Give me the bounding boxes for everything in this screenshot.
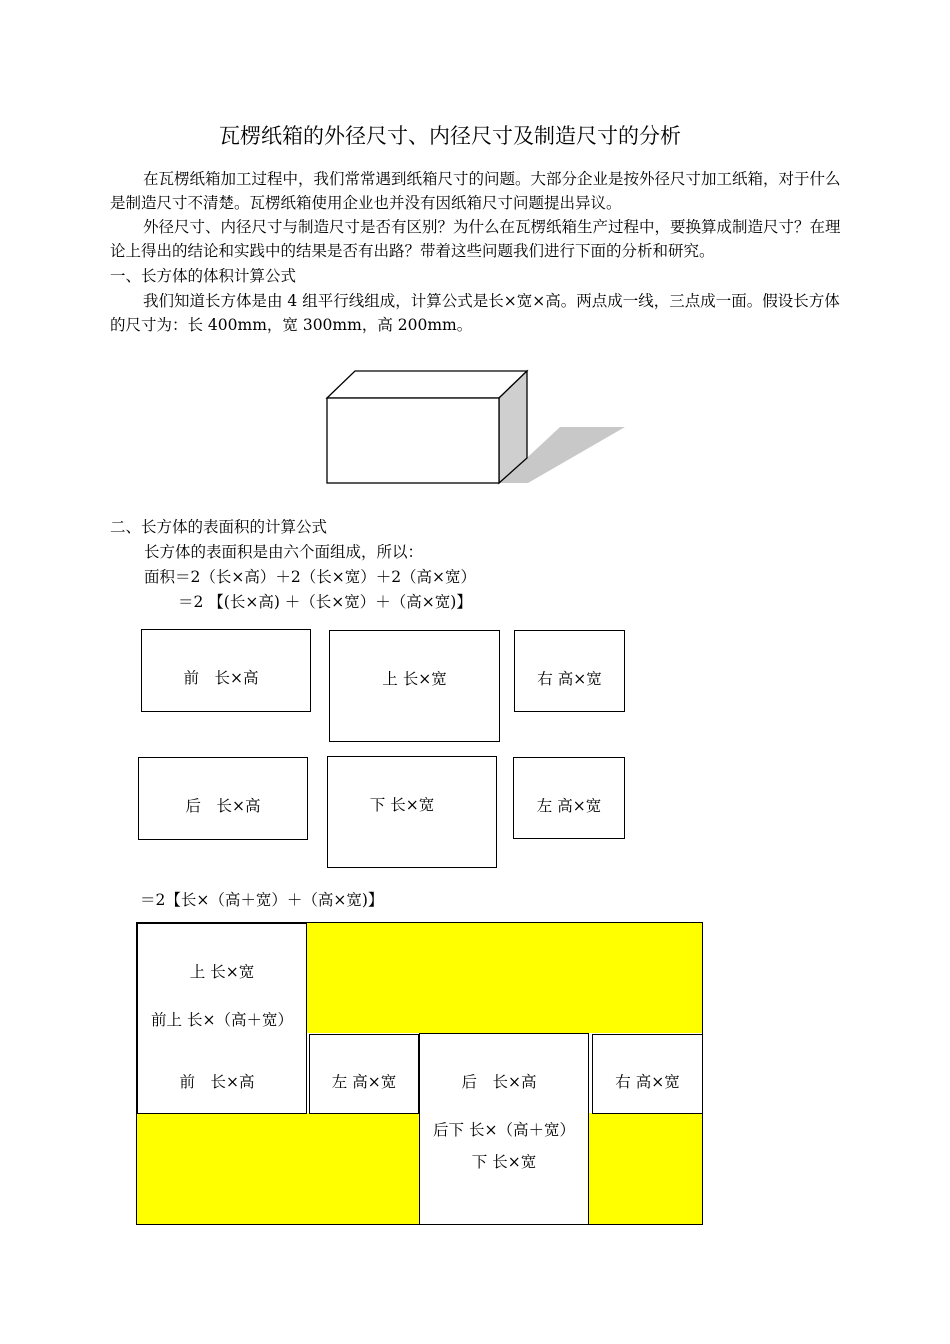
layout-left-panel xyxy=(309,1034,419,1114)
face-back-label: 后 长×高 xyxy=(185,797,261,815)
intro-paragraph-1: 在瓦楞纸箱加工过程中，我们常常遇到纸箱尺寸的问题。大部分企业是按外径尺寸加工纸箱，对于什么是制造尺寸不清楚。瓦楞纸箱使用企业也并没有因纸箱尺寸问题提出异议。 xyxy=(110,170,841,212)
unfolded-box-diagram xyxy=(136,922,703,1225)
section2-formula-line: 面积＝2（长×高）＋2（长×宽）＋2（高×宽） xyxy=(144,568,477,586)
layout-back-label: 后 长×高 xyxy=(461,1073,537,1091)
layout-top-label: 上 长×宽 xyxy=(189,963,255,981)
face-top-box xyxy=(329,630,500,742)
face-bottom-box xyxy=(327,756,497,868)
cuboid-top-face xyxy=(327,371,527,398)
layout-front-top-label: 前上 长×（高＋宽） xyxy=(151,1011,293,1029)
layout-back-panel xyxy=(419,1033,589,1225)
cuboid-front-face xyxy=(327,398,499,483)
layout-bottom-label: 下 长×宽 xyxy=(471,1153,537,1171)
face-bottom-label: 下 长×宽 xyxy=(369,796,435,814)
face-left-label: 左 高×宽 xyxy=(536,797,602,815)
face-left-box xyxy=(513,757,625,839)
face-front-label: 前 长×高 xyxy=(183,669,259,687)
section2-heading: 二、长方体的表面积的计算公式 xyxy=(110,518,328,536)
section2-formula-2: ＝2【长×（高＋宽）＋（高×宽)】 xyxy=(140,891,384,909)
face-top-label: 上 长×宽 xyxy=(382,670,447,688)
layout-left-label: 左 高×宽 xyxy=(331,1073,397,1091)
layout-front-panel xyxy=(137,923,307,1114)
section1-body: 我们知道长方体是由 4 组平行线组成，计算公式是长×宽×高。两点成一线，三点成一面。假设长方体的尺寸为：长 400mm，宽 300mm，高 200mm。 xyxy=(110,292,840,334)
section2-line1: 长方体的表面积是由六个面组成，所以： xyxy=(144,543,424,561)
face-back-box xyxy=(138,757,308,840)
face-right-label: 右 高×宽 xyxy=(537,670,602,688)
section2-formula-line2: ＝2 【(长×高) ＋（长×宽）＋（高×宽)】 xyxy=(178,593,472,611)
face-front-box xyxy=(141,629,311,712)
section1-heading: 一、长方体的体积计算公式 xyxy=(110,267,297,285)
page-title: 瓦楞纸箱的外径尺寸、内径尺寸及制造尺寸的分析 xyxy=(219,124,681,148)
layout-right-panel xyxy=(592,1034,703,1114)
intro-paragraph-2: 外径尺寸、内径尺寸与制造尺寸是否有区别？为什么在瓦楞纸箱生产过程中，要换算成制造尺寸？在理论上得出的结论和实践中的结果是否有出路？带着这些问题我们进行下面的分析和研究。 xyxy=(110,218,841,260)
layout-back-bottom-label: 后下 长×（高＋宽） xyxy=(433,1121,575,1139)
highlight-region-top-right xyxy=(307,923,702,1033)
layout-front-label: 前 长×高 xyxy=(179,1073,255,1091)
face-right-box xyxy=(514,630,625,712)
layout-right-label: 右 高×宽 xyxy=(615,1073,680,1091)
